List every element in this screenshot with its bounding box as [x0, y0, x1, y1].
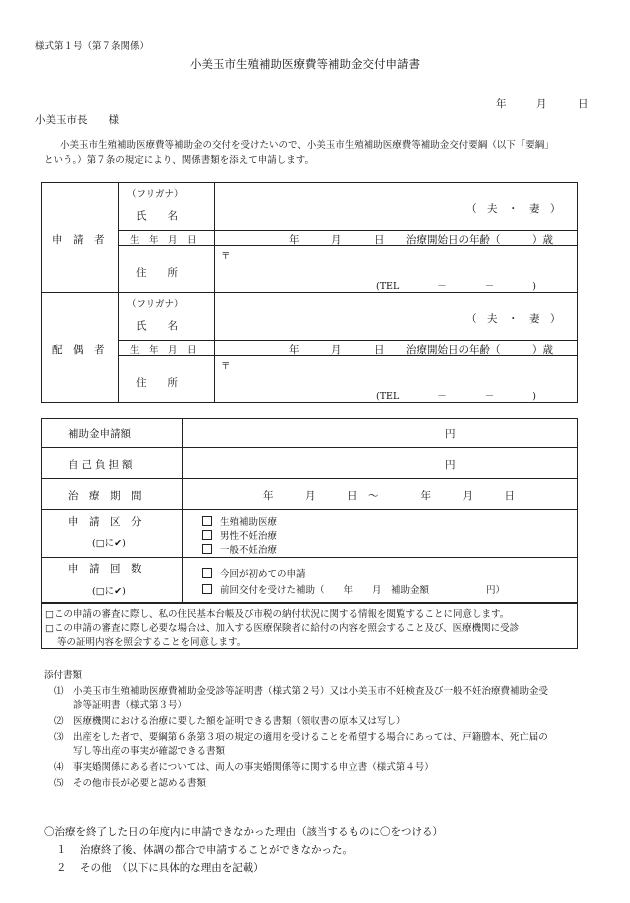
- applicant-dob-day: 日: [374, 234, 385, 246]
- intro-line-1: 小美玉市生殖補助医療費等補助金の交付を受けたいので、小美玉市生殖補助医療費等補助金交付要綱（以下「要綱」: [60, 140, 554, 151]
- spouse-section-label: 配 偶 者: [52, 344, 105, 356]
- consent-2-cont: 等の証明内容を照会することを同意します。: [57, 637, 247, 648]
- spouse-tel[interactable]: (TEL － － ): [376, 391, 536, 402]
- category-option-2[interactable]: 男性不妊治療: [202, 528, 277, 542]
- category-note: (□に✔): [92, 538, 126, 549]
- attachment-num-4: ⑷: [54, 762, 64, 773]
- applicant-postal-mark: 〒: [221, 251, 231, 262]
- treatment-period-value[interactable]: 年 月 日 ～ 年 月 日: [263, 490, 515, 502]
- attachment-item-1-cont: 診等証明書（様式第３号）: [73, 700, 188, 711]
- applicant-name-label: 氏 名: [136, 210, 178, 222]
- addressee: 小美玉市長 様: [35, 114, 119, 126]
- form-title: 小美玉市生殖補助医療費等補助金交付申請書: [190, 57, 420, 71]
- date-month: 月: [536, 98, 547, 110]
- applicant-section-label: 申 請 者: [52, 234, 105, 246]
- attachment-item-3-cont: 写し等出産の事実が確認できる書類: [73, 746, 226, 757]
- applicant-address-label: 住 所: [136, 267, 178, 279]
- attachments-heading: 添付書類: [44, 670, 83, 681]
- treatment-period-label: 治 療 期 間: [68, 490, 142, 502]
- self-pay-unit[interactable]: 円: [445, 459, 456, 471]
- checkbox-icon[interactable]: [202, 516, 212, 526]
- subsidy-amount-unit[interactable]: 円: [445, 428, 456, 440]
- applicant-spouse-choice[interactable]: （ 夫 ・ 妻 ）: [466, 203, 561, 215]
- checkbox-icon[interactable]: [202, 584, 212, 594]
- count-note: (□に✔): [92, 586, 126, 597]
- spouse-postal-mark: 〒: [221, 361, 231, 372]
- attachment-item-5: その他市長が必要と認める書類: [73, 778, 207, 789]
- spouse-furigana-label: （フリガナ）: [127, 299, 184, 310]
- spouse-dob-label: 生 年 月 日: [130, 345, 197, 356]
- checkbox-icon[interactable]: [202, 544, 212, 554]
- reason-item-1[interactable]: 治療終了後、体調の都合で申請することができなかった。: [80, 844, 353, 856]
- applicant-furigana-label: （フリガナ）: [127, 189, 184, 200]
- reason-num-1[interactable]: １: [56, 844, 67, 856]
- spouse-name-label: 氏 名: [136, 320, 178, 332]
- attachment-num-1: ⑴: [54, 686, 64, 697]
- consent-1[interactable]: □この申請の審査に際し、私の住民基本台帳及び市税の納付状況に関する情報を閲覧することに同意します。: [45, 609, 510, 620]
- spouse-spouse-choice[interactable]: （ 夫 ・ 妻 ）: [466, 313, 561, 325]
- spouse-address-label: 住 所: [136, 377, 178, 389]
- count-label: 申 請 回 数: [68, 563, 142, 575]
- applicant-tel[interactable]: (TEL － － ): [376, 281, 536, 292]
- reason-heading: 〇治療を終了した日の年度内に申請できなかった理由（該当するものに〇をつける）: [44, 826, 443, 838]
- intro-line-2: という。）第７条の規定により、関係書類を添えて申請します。: [44, 155, 314, 166]
- reason-item-2[interactable]: その他 （以下に具体的な理由を記載）: [80, 862, 264, 874]
- spouse-dob-month: 月: [331, 344, 342, 356]
- applicant-dob-month: 月: [331, 234, 342, 246]
- consent-2[interactable]: □この申請の審査に際し必要な場合は、加入する医療保険者に給付の内容を照会すること及び、医療機関に受診: [45, 623, 520, 634]
- applicant-dob-year: 年: [289, 234, 300, 246]
- checkbox-icon[interactable]: [202, 530, 212, 540]
- attachment-num-2: ⑵: [54, 716, 64, 727]
- date-year: 年: [496, 98, 507, 110]
- checkbox-icon[interactable]: [202, 568, 212, 578]
- count-option-2[interactable]: 前回交付を受けた補助（ 年 月 補助金額 円）: [202, 582, 505, 596]
- attachment-num-3: ⑶: [54, 732, 64, 743]
- attachment-item-4: 事実婚関係にある者については、両人の事実婚関係等に関する申立書（様式第４号）: [73, 762, 434, 773]
- spouse-dob-year: 年: [289, 344, 300, 356]
- attachment-item-2: 医療機関における治療に要した額を証明できる書類（領収書の原本又は写し）: [73, 716, 406, 727]
- date-day: 日: [578, 98, 589, 110]
- category-option-1[interactable]: 生殖補助医療: [202, 514, 277, 528]
- attachment-item-1: 小美玉市生殖補助医療費補助金受診等証明書（様式第２号）又は小美玉市不妊検査及び一般不妊治療費補助金受: [73, 686, 549, 697]
- spouse-dob-day: 日: [374, 344, 385, 356]
- category-option-3[interactable]: 一般不妊治療: [202, 542, 277, 556]
- form-number: 様式第１号（第７条関係）: [35, 41, 150, 52]
- applicant-age[interactable]: 治療開始日の年齢（ ）歳: [406, 234, 553, 246]
- category-label: 申 請 区 分: [68, 516, 142, 528]
- attachment-num-5: ⑸: [54, 778, 64, 789]
- applicant-dob-label: 生 年 月 日: [130, 235, 197, 246]
- subsidy-amount-label: 補助金申請額: [68, 428, 131, 440]
- attachment-item-3: 出産をした者で、要綱第６条第３項の規定の適用を受けることを希望する場合にあっては、戸籍謄本、死亡届の: [73, 732, 548, 743]
- reason-num-2[interactable]: ２: [56, 862, 67, 874]
- self-pay-label: 自己負担額: [68, 459, 136, 471]
- spouse-age[interactable]: 治療開始日の年齢（ ）歳: [406, 344, 553, 356]
- count-option-1[interactable]: 今回が初めての申請: [202, 566, 306, 580]
